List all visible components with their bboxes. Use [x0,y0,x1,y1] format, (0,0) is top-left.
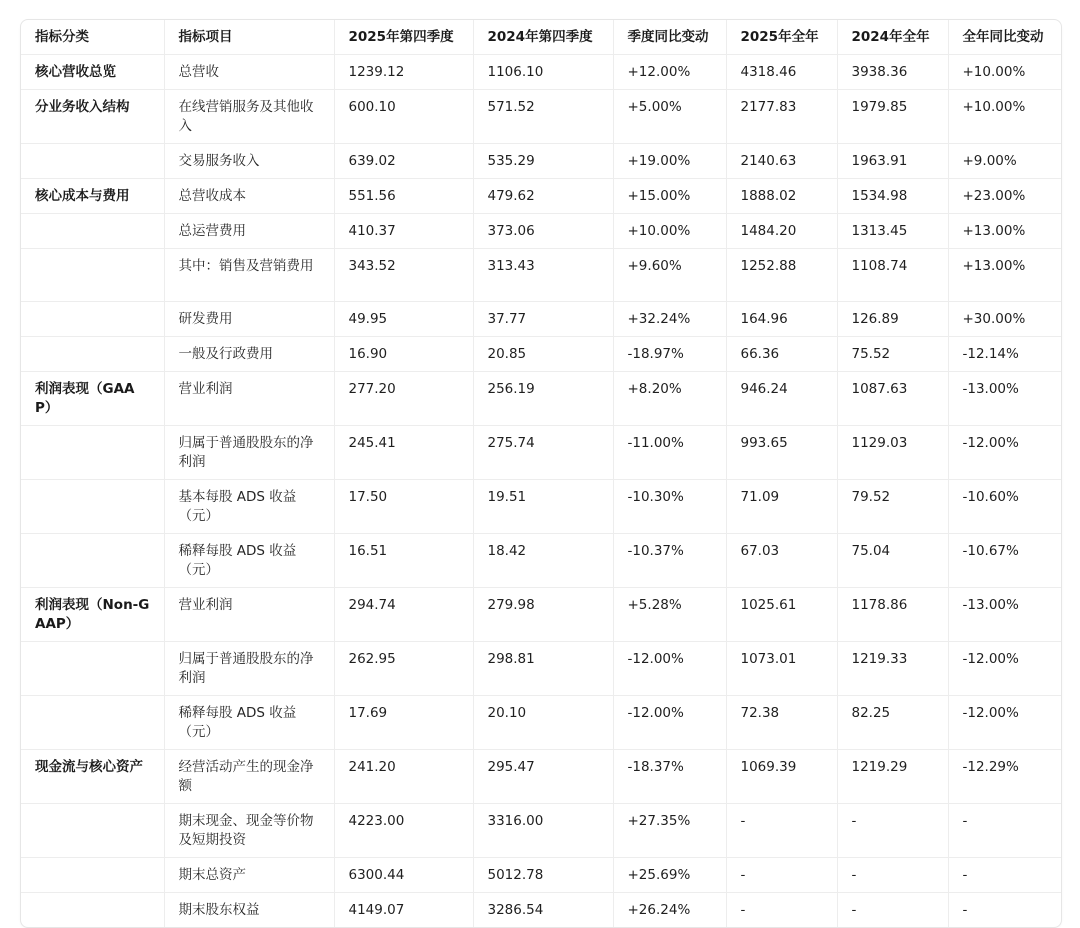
quarter-yoy-cell: -18.37% [613,750,726,804]
category-cell: 核心成本与费用 [21,179,164,214]
item-cell: 研发费用 [164,302,334,337]
quarter-yoy-cell: +5.00% [613,90,726,144]
q4-2025-cell: 16.90 [334,337,473,372]
quarter-yoy-cell: +15.00% [613,179,726,214]
category-cell: 利润表现（GAAP） [21,372,164,426]
table-row [21,302,1061,337]
financial-summary-table [21,20,1061,927]
q4-2024-cell: 313.43 [473,249,613,302]
item-cell: 总营收成本 [164,179,334,214]
item-cell: 期末总资产 [164,858,334,893]
q4-2025-cell: 17.69 [334,696,473,750]
full-year-yoy-cell: +13.00% [948,214,1061,249]
q4-2025-cell: 16.51 [334,534,473,588]
category-cell [21,214,164,249]
q4-2025-cell: 1239.12 [334,55,473,90]
fy-2024-cell: 3938.36 [837,55,948,90]
full-year-yoy-cell: -12.29% [948,750,1061,804]
q4-2025-cell: 343.52 [334,249,473,302]
full-year-yoy-cell: +13.00% [948,249,1061,302]
q4-2025-cell: 600.10 [334,90,473,144]
header-q4-2025: 2025年第四季度 [334,20,473,55]
fy-2025-cell: 2140.63 [726,144,837,179]
q4-2025-cell: 551.56 [334,179,473,214]
item-cell: 营业利润 [164,588,334,642]
fy-2025-cell: 1484.20 [726,214,837,249]
quarter-yoy-cell: +9.60% [613,249,726,302]
table-row [21,90,1061,144]
q4-2025-cell: 6300.44 [334,858,473,893]
table-row [21,55,1061,90]
fy-2025-cell: - [726,804,837,858]
full-year-yoy-cell: +10.00% [948,90,1061,144]
q4-2025-cell: 17.50 [334,480,473,534]
fy-2025-cell: 1025.61 [726,588,837,642]
table-row [21,426,1061,480]
fy-2024-cell: 1219.33 [837,642,948,696]
item-cell: 稀释每股 ADS 收益（元） [164,696,334,750]
category-cell [21,144,164,179]
quarter-yoy-cell: -18.97% [613,337,726,372]
fy-2025-cell: 4318.46 [726,55,837,90]
table-row [21,214,1061,249]
q4-2024-cell: 275.74 [473,426,613,480]
fy-2025-cell: 1069.39 [726,750,837,804]
item-cell: 在线营销服务及其他收入 [164,90,334,144]
quarter-yoy-cell: +8.20% [613,372,726,426]
fy-2025-cell: 1252.88 [726,249,837,302]
quarter-yoy-cell: +26.24% [613,893,726,928]
item-cell: 归属于普通股股东的净利润 [164,426,334,480]
full-year-yoy-cell: +9.00% [948,144,1061,179]
category-cell [21,534,164,588]
fy-2025-cell: 72.38 [726,696,837,750]
q4-2024-cell: 298.81 [473,642,613,696]
fy-2024-cell: 1087.63 [837,372,948,426]
quarter-yoy-cell: +10.00% [613,214,726,249]
category-cell [21,302,164,337]
item-cell: 基本每股 ADS 收益（元） [164,480,334,534]
fy-2024-cell: 1108.74 [837,249,948,302]
table-row [21,144,1061,179]
item-cell: 经营活动产生的现金净额 [164,750,334,804]
full-year-yoy-cell: - [948,804,1061,858]
table-row [21,480,1061,534]
fy-2025-cell: 1073.01 [726,642,837,696]
category-cell [21,642,164,696]
category-cell: 分业务收入结构 [21,90,164,144]
q4-2025-cell: 262.95 [334,642,473,696]
category-cell [21,893,164,928]
fy-2024-cell: 79.52 [837,480,948,534]
fy-2025-cell: 1888.02 [726,179,837,214]
fy-2024-cell: 82.25 [837,696,948,750]
q4-2024-cell: 20.85 [473,337,613,372]
item-cell: 一般及行政费用 [164,337,334,372]
q4-2024-cell: 535.29 [473,144,613,179]
item-cell: 其中：销售及营销费用 [164,249,334,302]
table-row [21,588,1061,642]
table-row [21,750,1061,804]
full-year-yoy-cell: -12.00% [948,642,1061,696]
fy-2024-cell: 1219.29 [837,750,948,804]
q4-2024-cell: 479.62 [473,179,613,214]
fy-2024-cell: - [837,804,948,858]
full-year-yoy-cell: -13.00% [948,372,1061,426]
header-quarter-yoy: 季度同比变动 [613,20,726,55]
quarter-yoy-cell: +12.00% [613,55,726,90]
quarter-yoy-cell: -10.37% [613,534,726,588]
q4-2024-cell: 1106.10 [473,55,613,90]
category-cell [21,249,164,302]
quarter-yoy-cell: -12.00% [613,642,726,696]
q4-2024-cell: 256.19 [473,372,613,426]
category-cell [21,804,164,858]
fy-2024-cell: 1963.91 [837,144,948,179]
fy-2024-cell: 1313.45 [837,214,948,249]
table-row [21,179,1061,214]
fy-2024-cell: 75.04 [837,534,948,588]
fy-2024-cell: - [837,893,948,928]
category-cell: 核心营收总览 [21,55,164,90]
header-full-year-yoy: 全年同比变动 [948,20,1061,55]
item-cell: 总营收 [164,55,334,90]
header-fy-2024: 2024年全年 [837,20,948,55]
q4-2024-cell: 373.06 [473,214,613,249]
header-item: 指标项目 [164,20,334,55]
header-category: 指标分类 [21,20,164,55]
fy-2024-cell: 1129.03 [837,426,948,480]
fy-2025-cell: 66.36 [726,337,837,372]
full-year-yoy-cell: - [962,902,968,918]
category-cell: 现金流与核心资产 [21,750,164,804]
q4-2024-cell: 3316.00 [473,804,613,858]
q4-2024-cell: 18.42 [473,534,613,588]
category-cell [21,858,164,893]
full-year-yoy-cell: +10.00% [948,55,1061,90]
table-row [21,337,1061,372]
fy-2025-cell: 164.96 [726,302,837,337]
quarter-yoy-cell: +25.69% [613,858,726,893]
table-row [21,893,1061,928]
quarter-yoy-cell: +5.28% [613,588,726,642]
fy-2025-cell: 2177.83 [726,90,837,144]
fy-2025-cell: 71.09 [726,480,837,534]
q4-2025-cell: 294.74 [334,588,473,642]
category-cell [21,696,164,750]
full-year-yoy-cell: +23.00% [948,179,1061,214]
q4-2024-cell: 37.77 [473,302,613,337]
table-row [21,642,1061,696]
full-year-yoy-cell: -13.00% [948,588,1061,642]
table-row [21,858,1061,893]
quarter-yoy-cell: +32.24% [613,302,726,337]
q4-2024-cell: 279.98 [473,588,613,642]
q4-2025-cell: 4149.07 [334,893,473,928]
table-row [21,249,1061,302]
fy-2025-cell: - [726,893,837,928]
full-year-yoy-cell: -12.14% [948,337,1061,372]
category-cell: 利润表现（Non-GAAP） [21,588,164,642]
fy-2024-cell: 126.89 [837,302,948,337]
table-row [21,534,1061,588]
quarter-yoy-cell: -12.00% [613,696,726,750]
full-year-yoy-cell: -12.00% [948,426,1061,480]
q4-2024-cell: 5012.78 [473,858,613,893]
q4-2025-cell: 639.02 [334,144,473,179]
header-q4-2024: 2024年第四季度 [473,20,613,55]
q4-2024-cell: 20.10 [473,696,613,750]
category-cell [21,480,164,534]
quarter-yoy-cell: -10.30% [613,480,726,534]
table-row [21,372,1061,426]
q4-2024-cell: 295.47 [473,750,613,804]
q4-2025-cell: 245.41 [334,426,473,480]
item-cell: 稀释每股 ADS 收益（元） [164,534,334,588]
fy-2024-cell: 1979.85 [837,90,948,144]
item-cell: 期末股东权益 [164,893,334,928]
q4-2024-cell: 571.52 [473,90,613,144]
category-cell [21,337,164,372]
q4-2025-cell: 49.95 [334,302,473,337]
full-year-yoy-cell: +30.00% [948,302,1061,337]
fy-2024-cell: 75.52 [837,337,948,372]
fy-2024-cell: 1534.98 [837,179,948,214]
q4-2025-cell: 241.20 [334,750,473,804]
header-row [21,20,1061,55]
item-cell: 营业利润 [164,372,334,426]
fy-2024-cell: 1178.86 [837,588,948,642]
header-fy-2025: 2025年全年 [726,20,837,55]
fy-2025-cell: 946.24 [726,372,837,426]
full-year-yoy-cell: -10.60% [948,480,1061,534]
q4-2025-cell: 4223.00 [334,804,473,858]
fy-2024-cell: - [837,858,948,893]
table-row [21,804,1061,858]
q4-2025-cell: 410.37 [334,214,473,249]
item-cell: 期末现金、现金等价物及短期投资 [164,804,334,858]
category-cell [21,426,164,480]
quarter-yoy-cell: +19.00% [613,144,726,179]
q4-2025-cell: 277.20 [334,372,473,426]
quarter-yoy-cell: -11.00% [613,426,726,480]
full-year-yoy-cell: -12.00% [948,696,1061,750]
financial-summary-table-container [20,19,1062,928]
fy-2025-cell: 993.65 [726,426,837,480]
full-year-yoy-cell: -10.67% [948,534,1061,588]
item-cell: 总运营费用 [164,214,334,249]
q4-2024-cell: 19.51 [473,480,613,534]
item-cell: 归属于普通股股东的净利润 [164,642,334,696]
fy-2025-cell: - [726,858,837,893]
fy-2025-cell: 67.03 [726,534,837,588]
q4-2024-cell: 3286.54 [473,893,613,928]
full-year-yoy-cell: - [948,858,1061,893]
quarter-yoy-cell: +27.35% [613,804,726,858]
item-cell: 交易服务收入 [164,144,334,179]
table-row [21,696,1061,750]
